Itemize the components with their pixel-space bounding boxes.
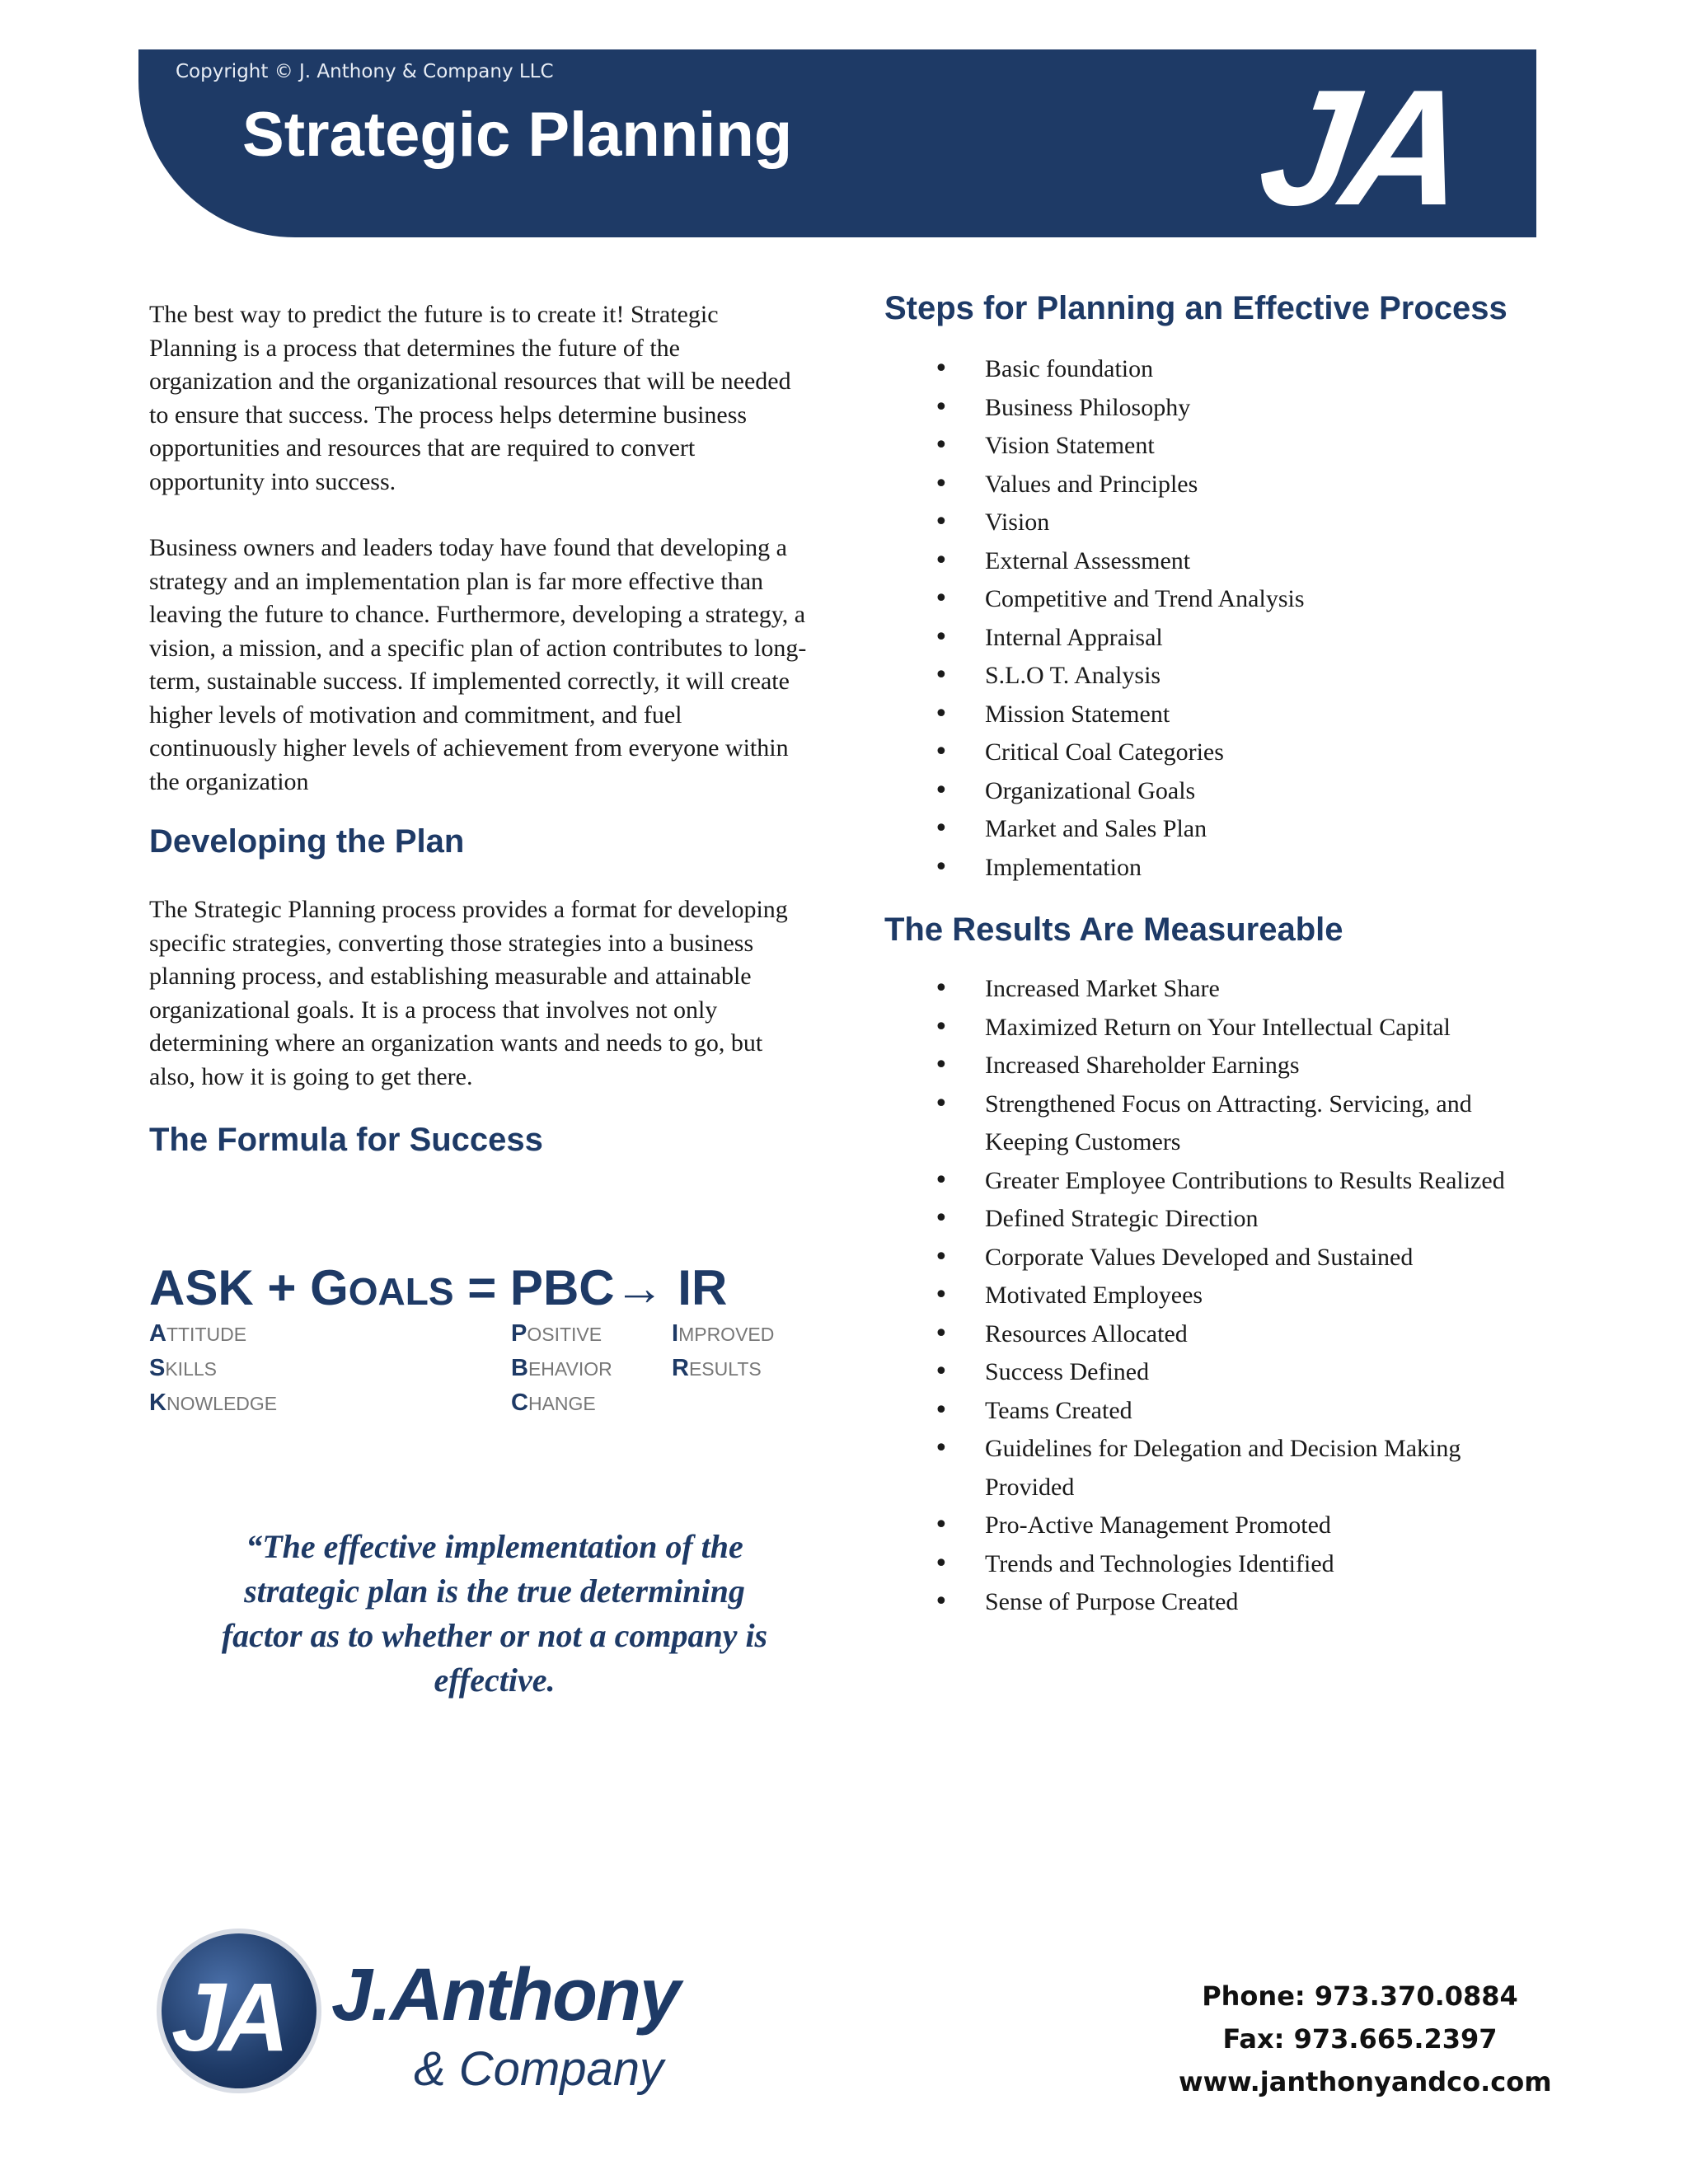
formula-pbc: PBC xyxy=(509,1260,615,1315)
intro-paragraph-2: Business owners and leaders today have found that developing a strategy and an implementation plan is far more effective than leaving the future to chance. Furthermore, developing a strategy, a vision, a mission, and a specific plan of action contributes to long-term, sustainable success. If implemented correctly, it will create higher levels of motivation and commitment, and fuel continuously higher levels of achievement from everyone within the organization xyxy=(149,534,807,795)
list-item: • Motivated Employees xyxy=(884,1277,1544,1315)
list-item: • Trends and Technologies Identified xyxy=(884,1545,1544,1584)
ask-acronym-list xyxy=(149,1317,277,1421)
list-item: • Corporate Values Developed and Sustained xyxy=(884,1239,1544,1277)
acronym-knowledge: KNOWLEDGE xyxy=(149,1390,278,1416)
list-item: • Vision Statement xyxy=(884,427,1544,466)
acronym-results: RESULTS xyxy=(672,1355,762,1381)
footer-logo-subtitle: & Company xyxy=(414,2042,664,2096)
list-item: • Competitive and Trend Analysis xyxy=(884,580,1544,619)
results-heading: The Results Are Measureable xyxy=(884,912,1343,948)
page-title: Strategic Planning xyxy=(242,100,793,170)
formula-plus: + xyxy=(267,1260,297,1315)
list-item: • Internal Appraisal xyxy=(884,619,1544,658)
formula-ask: ASK xyxy=(149,1260,254,1315)
fax-number: Fax: 973.665.2397 xyxy=(1222,2023,1498,2055)
steps-heading: Steps for Planning an Effective Process xyxy=(884,290,1507,326)
acronym-change: CHANGE xyxy=(511,1390,596,1416)
intro-paragraph-1: The best way to predict the future is to create it! Strategic Planning is a process that determines the future of the organization and the organizational resources that will be needed to ensure that success. The process helps determine business opportunities and resources that are required to convert opportunity into success. xyxy=(149,301,791,495)
ir-acronym-list xyxy=(672,1317,774,1386)
list-item: • Resources Allocated xyxy=(884,1315,1544,1354)
phone-number: Phone: 973.370.0884 xyxy=(1202,1980,1518,2012)
ja-logo-mark: JA xyxy=(1250,56,1470,240)
acronym-skills: SKILLS xyxy=(149,1355,217,1381)
formula-goals-initial: G xyxy=(310,1260,349,1315)
list-item: • Market and Sales Plan xyxy=(884,810,1544,849)
list-item: • Organizational Goals xyxy=(884,772,1544,811)
list-item: • Basic foundation xyxy=(884,350,1544,389)
footer-logo-mark: JA xyxy=(171,1963,283,2072)
developing-plan-heading: Developing the Plan xyxy=(149,823,465,860)
formula-arrow: → xyxy=(614,1260,664,1315)
formula-goals-rest: OALS xyxy=(348,1270,454,1313)
list-item: • Business Philosophy xyxy=(884,389,1544,428)
list-item: • Vision xyxy=(884,504,1544,542)
website-link[interactable]: www.janthonyandco.com xyxy=(1179,2066,1552,2097)
footer-logo-name: J.Anthony xyxy=(331,1954,679,2036)
acronym-improved: IMPROVED xyxy=(672,1320,775,1347)
list-item: • Strengthened Focus on Attracting. Servicing, and Keeping Customers xyxy=(884,1085,1544,1162)
copyright-notice: Copyright © J. Anthony & Company LLC xyxy=(176,61,554,82)
results-list xyxy=(884,970,1544,1622)
list-item: • Increased Shareholder Earnings xyxy=(884,1047,1544,1085)
acronym-behavior: BEHAVIOR xyxy=(511,1355,612,1381)
list-item: • Increased Market Share xyxy=(884,970,1544,1009)
contact-block xyxy=(1179,1975,1552,2103)
list-item: • Defined Strategic Direction xyxy=(884,1200,1544,1239)
list-item: • Maximized Return on Your Intellectual Capital xyxy=(884,1009,1544,1047)
steps-list xyxy=(884,350,1544,887)
acronym-positive: POSITIVE xyxy=(511,1320,603,1347)
formula-equation xyxy=(149,1259,727,1316)
left-column xyxy=(149,298,809,1159)
list-item: • External Assessment xyxy=(884,542,1544,581)
list-item: • Success Defined xyxy=(884,1353,1544,1392)
right-column xyxy=(884,290,1544,1622)
footer-logo-emblem xyxy=(162,1933,316,2088)
list-item: • S.L.O T. Analysis xyxy=(884,657,1544,696)
list-item: • Critical Coal Categories xyxy=(884,733,1544,772)
developing-plan-paragraph: The Strategic Planning process provides a format for developing specific strategies, converting those strategies into a business planning process, and establishing measurable and attainable organizational goals. It is a process that involves not only determining where an organization wants and needs to go, but also, how it is going to get there. xyxy=(149,896,788,1090)
list-item: • Guidelines for Delegation and Decision Making Provided xyxy=(884,1430,1544,1507)
pbc-acronym-list xyxy=(511,1317,612,1421)
list-item: • Values and Principles xyxy=(884,466,1544,504)
list-item: • Implementation xyxy=(884,849,1544,888)
acronym-attitude: ATTITUDE xyxy=(149,1320,247,1347)
list-item: • Mission Statement xyxy=(884,696,1544,734)
list-item: • Sense of Purpose Created xyxy=(884,1583,1544,1622)
formula-heading: The Formula for Success xyxy=(149,1122,543,1158)
header-banner xyxy=(138,49,1536,240)
formula-ir: IR xyxy=(678,1260,728,1315)
formula-equals: = xyxy=(467,1260,497,1315)
list-item: • Greater Employee Contributions to Results Realized xyxy=(884,1162,1544,1201)
list-item: • Pro-Active Management Promoted xyxy=(884,1507,1544,1545)
list-item: • Teams Created xyxy=(884,1392,1544,1431)
pull-quote: “The effective implementation of the strategic plan is the true determining factor as to whether or not a company is effective. xyxy=(221,1528,768,1699)
